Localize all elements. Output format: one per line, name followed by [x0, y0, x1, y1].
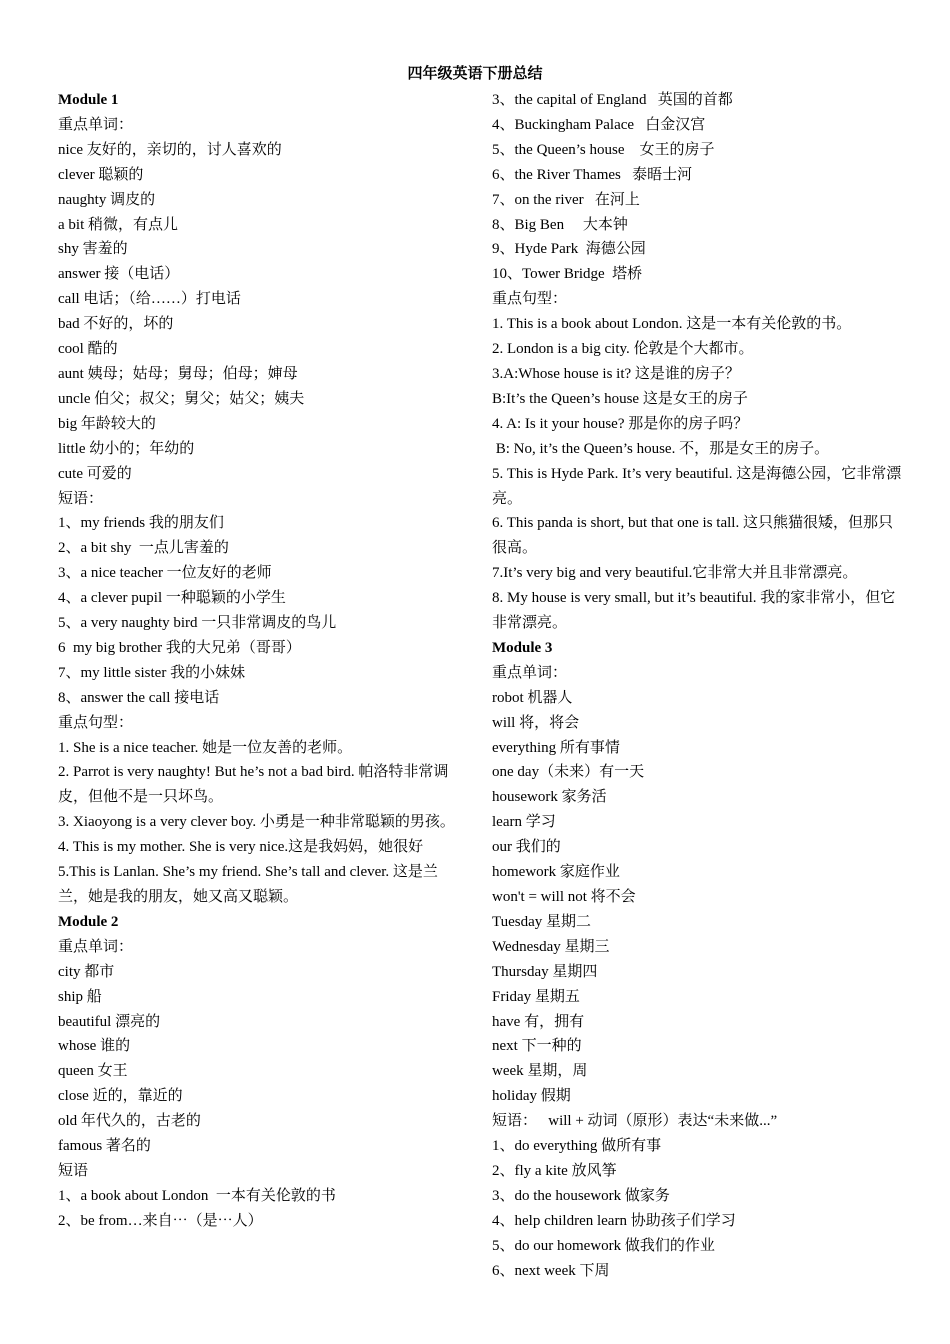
text-line: a bit 稍微，有点儿 [58, 216, 178, 233]
text-line: famous 著名的 [58, 1138, 151, 1155]
text-line: will 将，将会 [492, 714, 580, 731]
text-line: ship 船 [58, 988, 102, 1005]
text-line: cool 酷的 [58, 341, 118, 358]
text-line: 5.This is Lanlan. She’s my friend. She’s tall and clever. 这是兰兰，她是我的朋友，她又高又聪颖。 [58, 864, 438, 905]
text-line: 短语： will + 动词（原形）表达“未来做...” [492, 1113, 778, 1130]
text-line: one day（未来）有一天 [492, 764, 645, 781]
text-line: aunt 姨母；姑母；舅母；伯母；婶母 [58, 365, 298, 382]
text-line: 3. Xiaoyong is a very clever boy. 小勇是一种非常聪颖的男孩。 [58, 814, 455, 831]
text-line: 1. She is a nice teacher. 她是一位友善的老师。 [58, 739, 353, 756]
text-line: 5、the Queen’s house 女王的房子 [492, 141, 715, 158]
text-line: 2、fly a kite 放风筝 [492, 1162, 617, 1179]
text-line: bad 不好的，坏的 [58, 316, 174, 333]
text-line: 1. This is a book about London. 这是一本有关伦敦的书。 [492, 316, 852, 333]
text-line: 10、Tower Bridge 塔桥 [492, 266, 643, 283]
text-line: 6、the River Thames 泰晤士河 [492, 166, 693, 183]
text-line: won't = will not 将不会 [492, 889, 636, 905]
text-line: 4. This is my mother. She is very nice.这是我妈妈，她很好 [58, 839, 424, 856]
text-line: 8. My house is very small, but it’s beautiful. 我的家非常小，但它非常漂亮。 [492, 590, 896, 632]
text-line: housework 家务活 [492, 789, 607, 806]
text-line: clever 聪颖的 [58, 166, 144, 183]
text-line: Thursday 星期四 [492, 963, 598, 980]
module-heading: Module 2 [58, 913, 119, 930]
document-title: 四年级英语下册总结 [407, 66, 543, 82]
text-line: 2. London is a big city. 伦敦是个大都市。 [492, 341, 754, 358]
text-line: 3、the capital of England 英国的首都 [492, 92, 733, 108]
text-line: 9、Hyde Park 海德公园 [492, 241, 646, 258]
text-line: Friday 星期五 [492, 988, 580, 1005]
text-line: naughty 调皮的 [58, 191, 156, 208]
text-line: have 有，拥有 [492, 1013, 585, 1030]
right-column [492, 88, 907, 1284]
text-line: call 电话；（给……）打电话 [58, 291, 241, 308]
text-line: 7、on the river 在河上 [492, 191, 640, 208]
text-line: 1、my friends 我的朋友们 [58, 515, 224, 532]
text-line: 5、do our homework 做我们的作业 [492, 1237, 715, 1254]
text-line: old 年代久的，古老的 [58, 1113, 201, 1130]
text-line: 3、a nice teacher 一位友好的老师 [58, 565, 272, 582]
text-line: 3、do the housework 做家务 [492, 1187, 670, 1204]
text-line: 6、next week 下周 [492, 1262, 610, 1279]
text-line: 5、a very naughty bird 一只非常调皮的鸟儿 [58, 615, 337, 632]
text-line: homework 家庭作业 [492, 864, 620, 881]
text-line: 7、my little sister 我的小妹妹 [58, 664, 246, 681]
text-line: our 我们的 [492, 839, 561, 856]
text-line: 短语 [58, 1162, 89, 1179]
text-line: 4、Buckingham Palace 白金汉宫 [492, 116, 706, 133]
text-line: holiday 假期 [492, 1088, 571, 1105]
text-line: 2. Parrot is very naughty! But he’s not a bad bird. 帕洛特非常调皮，但他不是一只坏鸟。 [58, 764, 449, 806]
text-line: 重点句型： [58, 714, 134, 731]
text-line: next 下一种的 [492, 1038, 582, 1055]
module-heading: Module 1 [58, 92, 119, 108]
left-column [58, 88, 458, 1234]
text-line: 6 my big brother 我的大兄弟（哥哥） [58, 639, 301, 656]
text-line: nice 友好的，亲切的，讨人喜欢的 [58, 141, 282, 158]
text-line: close 近的，靠近的 [58, 1088, 183, 1105]
text-line: 8、Big Ben 大本钟 [492, 216, 628, 233]
text-line: uncle 伯父；叔父；舅父；姑父；姨夫 [58, 390, 305, 407]
text-line: cute 可爱的 [58, 465, 132, 482]
text-line: 2、be from…来自⋯（是⋯人） [58, 1212, 263, 1229]
text-line: everything 所有事情 [492, 739, 620, 756]
text-line: 重点单词： [58, 116, 134, 133]
text-line: 重点句型： [492, 291, 568, 308]
text-line: answer 接（电话） [58, 266, 180, 283]
text-line: 4、a clever pupil 一种聪颖的小学生 [58, 590, 286, 607]
text-line: 7.It’s very big and very beautiful.它非常大并且非常漂亮。 [492, 565, 858, 582]
text-line: city 都市 [58, 963, 115, 980]
text-line: B: No, it’s the Queen’s house. 不，那是女王的房子。 [492, 440, 830, 457]
text-line: 4. A: Is it your house? 那是你的房子吗？ [492, 415, 749, 432]
text-line: 3.A:Whose house is it? 这是谁的房子？ [492, 365, 740, 382]
text-line: 1、a book about London 一本有关伦敦的书 [58, 1187, 336, 1204]
text-line: 2、a bit shy 一点儿害羞的 [58, 540, 229, 557]
text-line: 重点单词： [58, 938, 134, 955]
text-line: beautiful 漂亮的 [58, 1013, 161, 1030]
text-line: queen 女王 [58, 1063, 128, 1080]
text-line: 8、answer the call 接电话 [58, 689, 220, 706]
text-line: 4、help children learn 协助孩子们学习 [492, 1212, 736, 1229]
module-heading: Module 3 [492, 639, 553, 656]
text-line: 5. This is Hyde Park. It’s very beautiful. 这是海德公园，它非常漂亮。 [492, 465, 902, 507]
text-line: learn 学习 [492, 814, 556, 831]
text-line: 短语： [58, 490, 104, 507]
text-line: 1、do everything 做所有事 [492, 1138, 662, 1155]
text-line: week 星期，周 [492, 1063, 588, 1080]
text-line: Tuesday 星期二 [492, 913, 592, 930]
text-line: little 幼小的；年幼的 [58, 440, 195, 457]
text-line: robot 机器人 [492, 689, 573, 706]
text-line: whose 谁的 [58, 1038, 131, 1055]
text-line: big 年龄较大的 [58, 415, 156, 432]
text-line: Wednesday 星期三 [492, 938, 610, 955]
text-line: B:It’s the Queen’s house 这是女王的房子 [492, 390, 748, 407]
text-line: shy 害羞的 [58, 241, 128, 258]
text-line: 6. This panda is short, but that one is tall. 这只熊猫很矮，但那只很高。 [492, 515, 893, 557]
text-line: 重点单词： [492, 664, 568, 681]
